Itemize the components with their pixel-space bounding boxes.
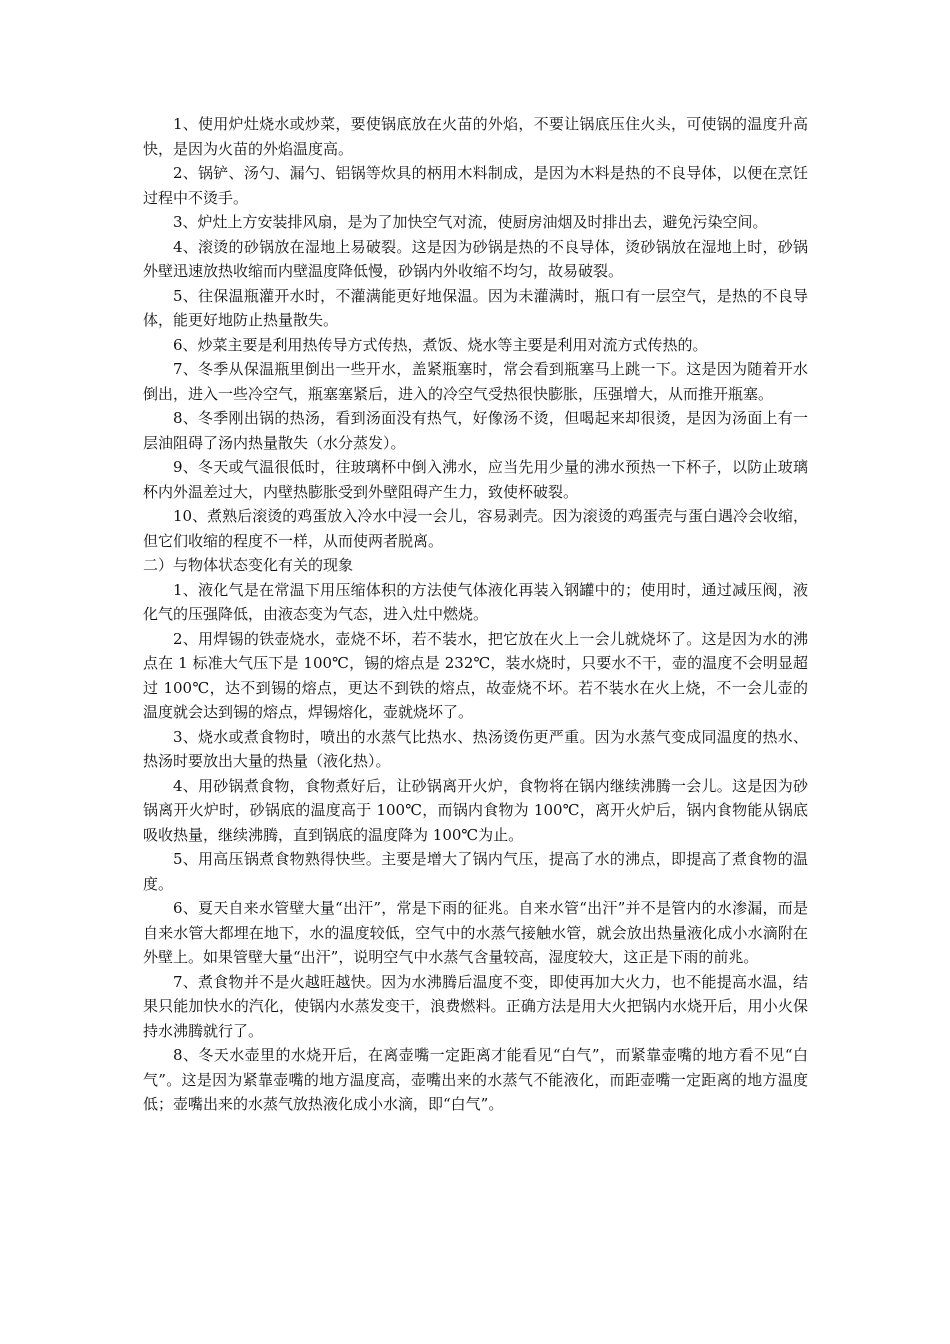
- paragraph-1-8: 8、冬季刚出锅的热汤，看到汤面没有热气，好像汤不烫，但喝起来却很烫，是因为汤面上有一层油阻碍了汤内热量散失（水分蒸发）。: [143, 409, 808, 452]
- paragraph-1-3: 3、炉灶上方安装排风扇，是为了加快空气对流，使厨房油烟及时排出去，避免污染空间。: [173, 213, 768, 231]
- paragraph-2-5: 5、用高压锅煮食物熟得快些。主要是增大了锅内气压，提高了水的沸点，即提高了煮食物的温度。: [143, 850, 808, 893]
- paragraph-2-3: 3、烧水或煮食物时，喷出的水蒸气比热水、热汤烫伤更严重。因为水蒸气变成同温度的热水、热汤时要放出大量的热量（液化热）。: [143, 727, 808, 770]
- paragraph-2-1: 1、液化气是在常温下用压缩体积的方法使气体液化再装入钢罐中的；使用时，通过减压阀，液化气的压强降低，由液态变为气态，进入灶中燃烧。: [143, 580, 808, 623]
- paragraph-1-5: 5、往保温瓶灌开水时，不灌满能更好地保温。因为未灌满时，瓶口有一层空气，是热的不良导体，能更好地防止热量散失。: [143, 286, 808, 329]
- paragraph-1-7: 7、冬季从保温瓶里倒出一些开水，盖紧瓶塞时，常会看到瓶塞马上跳一下。这是因为随着开水倒出，进入一些冷空气，瓶塞塞紧后，进入的冷空气受热很快膨胀，压强增大，从而推开瓶塞。: [143, 360, 808, 403]
- paragraph-2-8: 8、冬天水壶里的水烧开后，在离壶嘴一定距离才能看见“白气”，而紧靠壶嘴的地方看不见“白气”。这是因为紧靠壶嘴的地方温度高，壶嘴出来的水蒸气不能液化，而距壶嘴一定距离的地方温度低；壶嘴出来的水蒸气放热液化成小水滴，即“白气”。: [143, 1046, 808, 1113]
- paragraph-2-7: 7、煮食物并不是火越旺越快。因为水沸腾后温度不变，即使再加大火力，也不能提高水温，结果只能加快水的汽化，使锅内水蒸发变干，浪费燃料。正确方法是用大火把锅内水烧开后，用小火保持水沸腾就行了。: [143, 972, 808, 1040]
- paragraph-2-4: 4、用砂锅煮食物，食物煮好后，让砂锅离开火炉，食物将在锅内继续沸腾一会儿。这是因为砂锅离开火炉时，砂锅底的温度高于 100℃，而锅内食物为 100℃，离开火炉后，锅内食物能从锅底吸收热量，继续沸腾，直到锅底的温度降为 100℃为止。: [143, 776, 808, 844]
- paragraph-1-6: 6、炒菜主要是利用热传导方式传热，煮饭、烧水等主要是利用对流方式传热的。: [173, 335, 708, 354]
- paragraph-1-1: 1、使用炉灶烧水或炒菜，要使锅底放在火苗的外焰，不要让锅底压住火头，可使锅的温度升高快，是因为火苗的外焰温度高。: [143, 115, 808, 158]
- paragraph-1-10: 10、煮熟后滚烫的鸡蛋放入冷水中浸一会儿，容易剥壳。因为滚烫的鸡蛋壳与蛋白遇冷会收缩，但它们收缩的程度不一样，从而使两者脱离。: [143, 507, 808, 550]
- paragraph-1-9: 9、冬天或气温很低时，往玻璃杯中倒入沸水，应当先用少量的沸水预热一下杯子，以防止玻璃杯内外温差过大，内壁热膨胀受到外壁阻碍产生力，致使杯破裂。: [143, 458, 808, 501]
- paragraph-2-2: 2、用焊锡的铁壶烧水，壶烧不坏，若不装水，把它放在火上一会儿就烧坏了。这是因为水的沸点在 1 标准大气压下是 100℃，锡的熔点是 232℃，装水烧时，只要水不干，壶的温度不会明显超过 100℃，达不到锡的熔点，更达不到铁的熔点，故壶烧不坏。若不装水在火上烧，不一会儿壶的温度就会达到锡的熔点，焊锡熔化，壶就烧坏了。: [143, 629, 808, 721]
- paragraph-2-6: 6、夏天自来水管壁大量“出汗”，常是下雨的征兆。自来水管“出汗”并不是管内的水渗漏，而是自来水管大都埋在地下，水的温度较低，空气中的水蒸气接触水管，就会放出热量液化成小水滴附在外壁上。如果管壁大量“出汗”，说明空气中水蒸气含量较高，湿度较大，这正是下雨的前兆。: [143, 899, 808, 966]
- section-heading: 二）与物体状态变化有关的现象: [143, 556, 354, 574]
- document-body: [143, 112, 808, 1117]
- paragraph-1-2: 2、锅铲、汤勺、漏勺、铝锅等炊具的柄用木料制成，是因为木料是热的不良导体，以便在烹饪过程中不烫手。: [143, 164, 808, 207]
- paragraph-1-4: 4、滚烫的砂锅放在湿地上易破裂。这是因为砂锅是热的不良导体，烫砂锅放在湿地上时，砂锅外壁迅速放热收缩而内壁温度降低慢，砂锅内外收缩不均匀，故易破裂。: [143, 237, 808, 280]
